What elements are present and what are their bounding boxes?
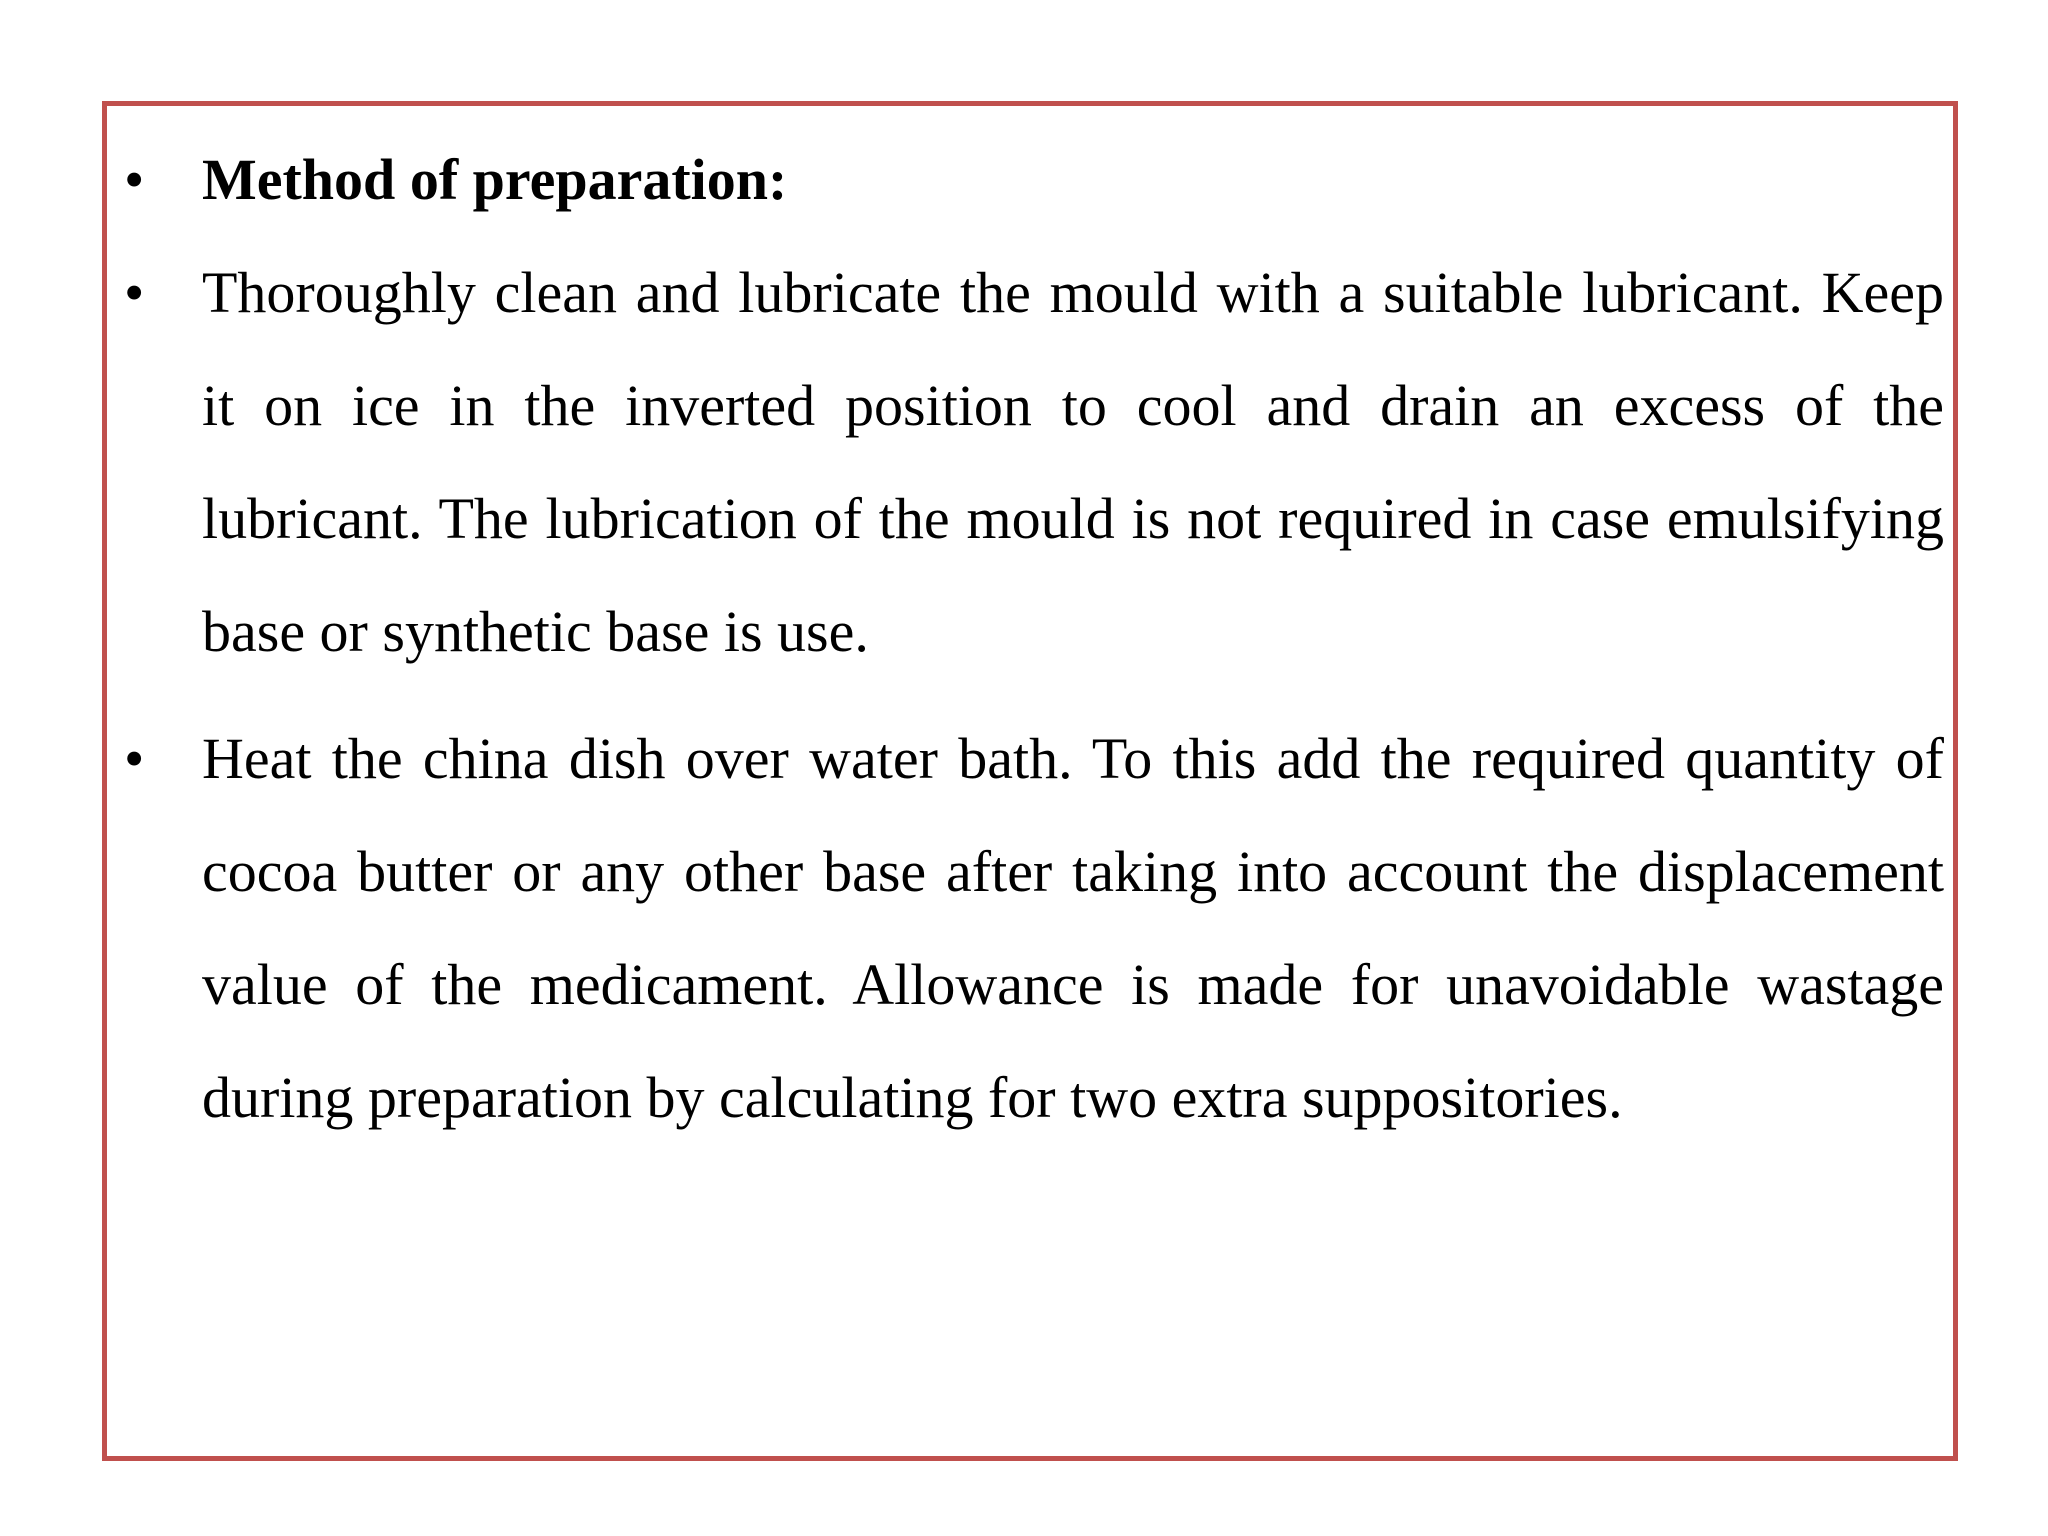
bullet-list [118, 138, 1944, 1168]
section-heading: Method of preparation: [202, 147, 788, 212]
bullet-dot-icon: • [124, 260, 145, 325]
paragraph-lubricate-mould: Thoroughly clean and lubricate the mould with a suitable lubricant. Keep it on ice in the inverted position to cool and drain an excess of the lubricant. The lubrication of the mould is not required in case emulsifying base or synthetic base is use. [202, 260, 1944, 664]
bullet-item-heading [118, 138, 1944, 222]
bullet-item-heat-base [118, 702, 1944, 1154]
bullet-dot-icon: • [124, 147, 145, 212]
paragraph-heat-base: Heat the china dish over water bath. To this add the required quantity of cocoa butter or any other base after taking into account the displacement value of the medicament. Allowance is made for unavoidable wastage during preparation by calculating for two extra suppositories. [202, 726, 1944, 1130]
bullet-item-lubricate-mould [118, 236, 1944, 688]
bullet-dot-icon: • [124, 726, 145, 791]
